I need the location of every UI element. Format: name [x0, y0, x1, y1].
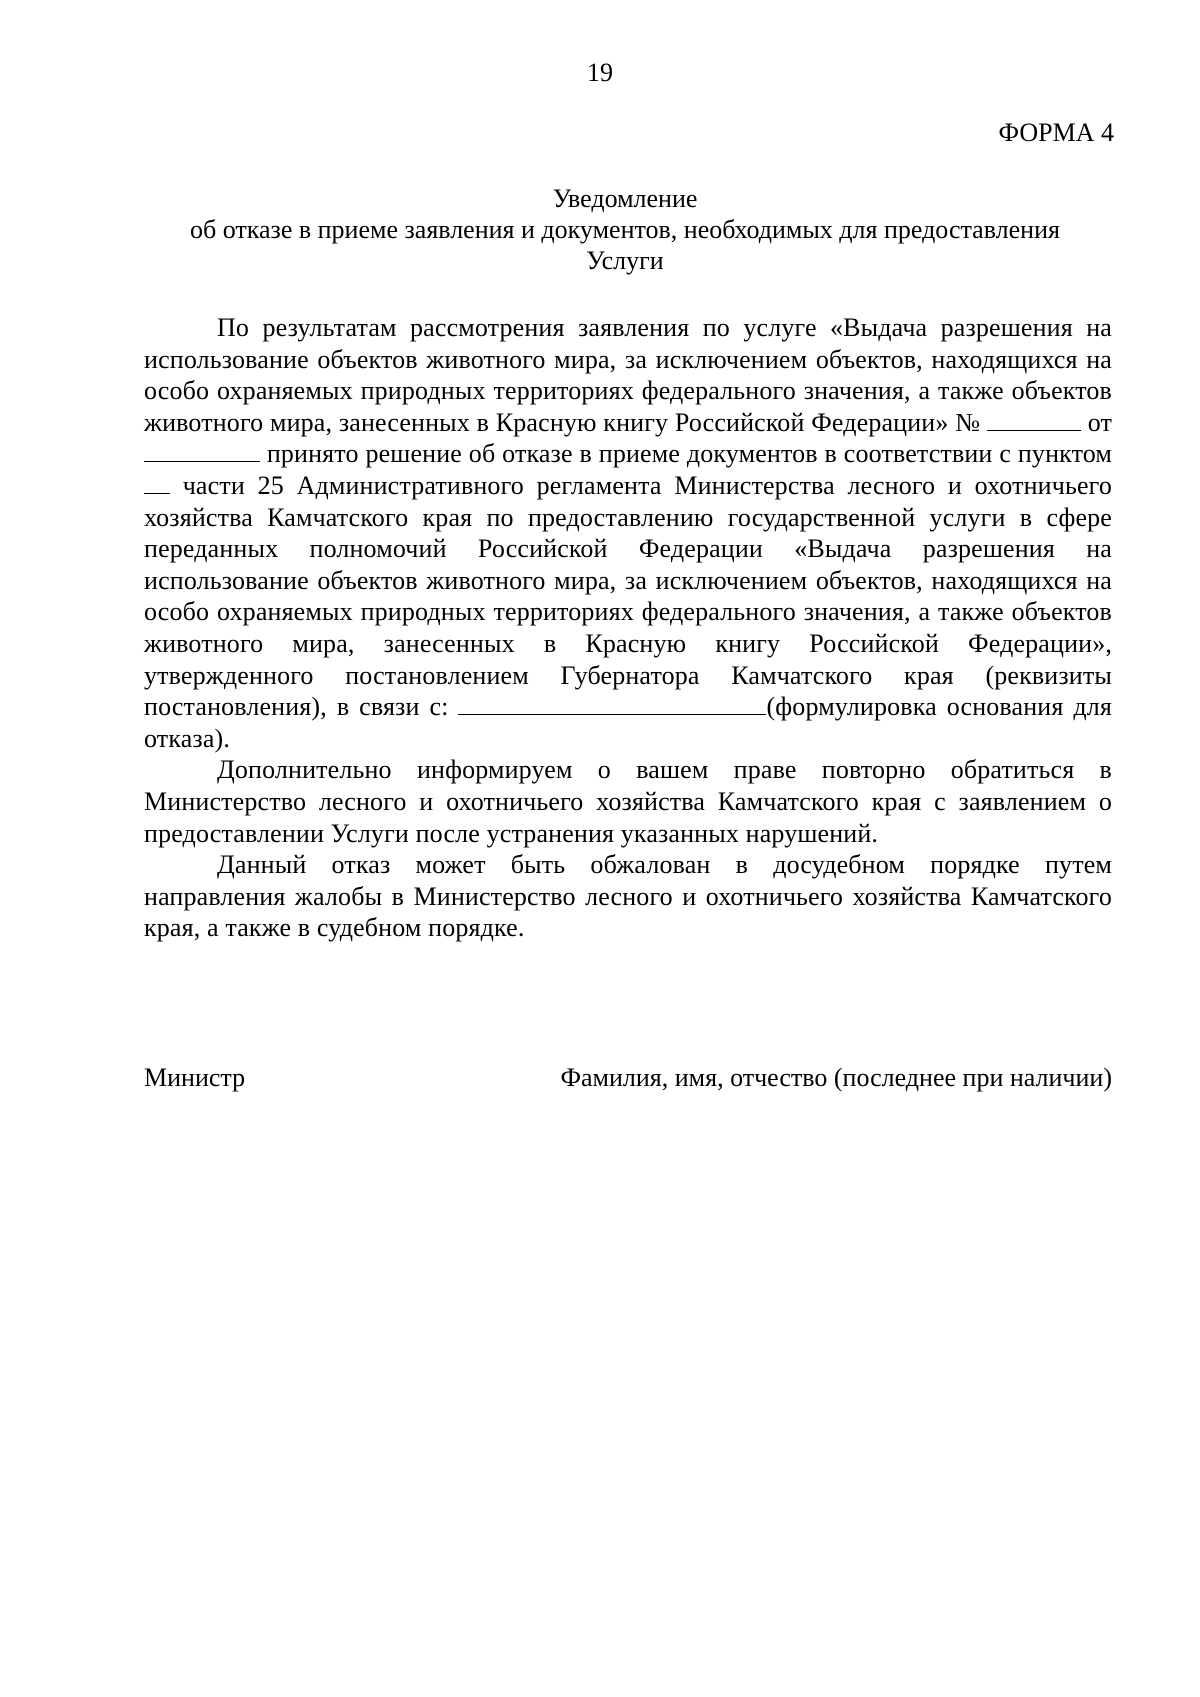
- paragraph-decision-part-1: По результатам рассмотрения заявления по услуге «Выдача разрешения на использование объектов животного мира, за исключением объектов, находящихся на особо охраняемых природных территориях федерального значения, а также объектов животного мира, занесенных в Красную книгу Российской Федерации» №: [144, 313, 1112, 437]
- clause-number-blank: [144, 471, 170, 494]
- title-line-1: Уведомление: [552, 184, 698, 213]
- title-line-2: об отказе в приеме заявления и документов, необходимых для предоставления: [190, 215, 1060, 244]
- signatory-name-placeholder: Фамилия, имя, отчество (последнее при наличии): [560, 1063, 1112, 1092]
- paragraph-decision: [144, 312, 1112, 754]
- paragraph-decision-part-2: от: [1087, 407, 1113, 437]
- paragraph-decision-part-3: принято решение об отказе в приеме документов в соответствии с пунктом: [266, 439, 1112, 469]
- application-number-blank: [987, 408, 1081, 431]
- refusal-reason-blank: [458, 692, 766, 715]
- document-body: [144, 312, 1112, 944]
- paragraph-decision-part-4: части 25 Административного регламента Министерства лесного и охотничьего хозяйства Камчатского края по предоставлению государственной услуги в сфере переданных полномочий Российской Федерации «Выдача разрешения на использование объектов животного мира, за исключением объектов, находящихся на особо охраняемых природных территориях федерального значения, а также объектов животного мира, занесенных в Красную книгу Российской Федерации», утвержденного постановлением Губернатора Камчатского края (реквизиты постановления), в связи с:: [144, 470, 1112, 722]
- paragraph-appeal: Данный отказ может быть обжалован в досудебном порядке путем направления жалобы в Министерство лесного и охотничьего хозяйства Камчатского края, а также в судебном порядке.: [144, 850, 1112, 943]
- page-number: 19: [587, 58, 613, 87]
- application-date-blank: [144, 439, 260, 462]
- form-label: ФОРМА 4: [998, 118, 1114, 147]
- title-line-3: Услуги: [586, 246, 664, 275]
- document-title: [140, 183, 1110, 276]
- paragraph-decision-part-5: (формулировка основания для отказа).: [144, 692, 1112, 753]
- paragraph-reapply: Дополнительно информируем о вашем праве повторно обратиться в Министерство лесного и охотничьего хозяйства Камчатского края с заявлением о предоставлении Услуги после устранения указанных нарушений.: [144, 755, 1112, 848]
- signatory-role: Министр: [144, 1063, 246, 1092]
